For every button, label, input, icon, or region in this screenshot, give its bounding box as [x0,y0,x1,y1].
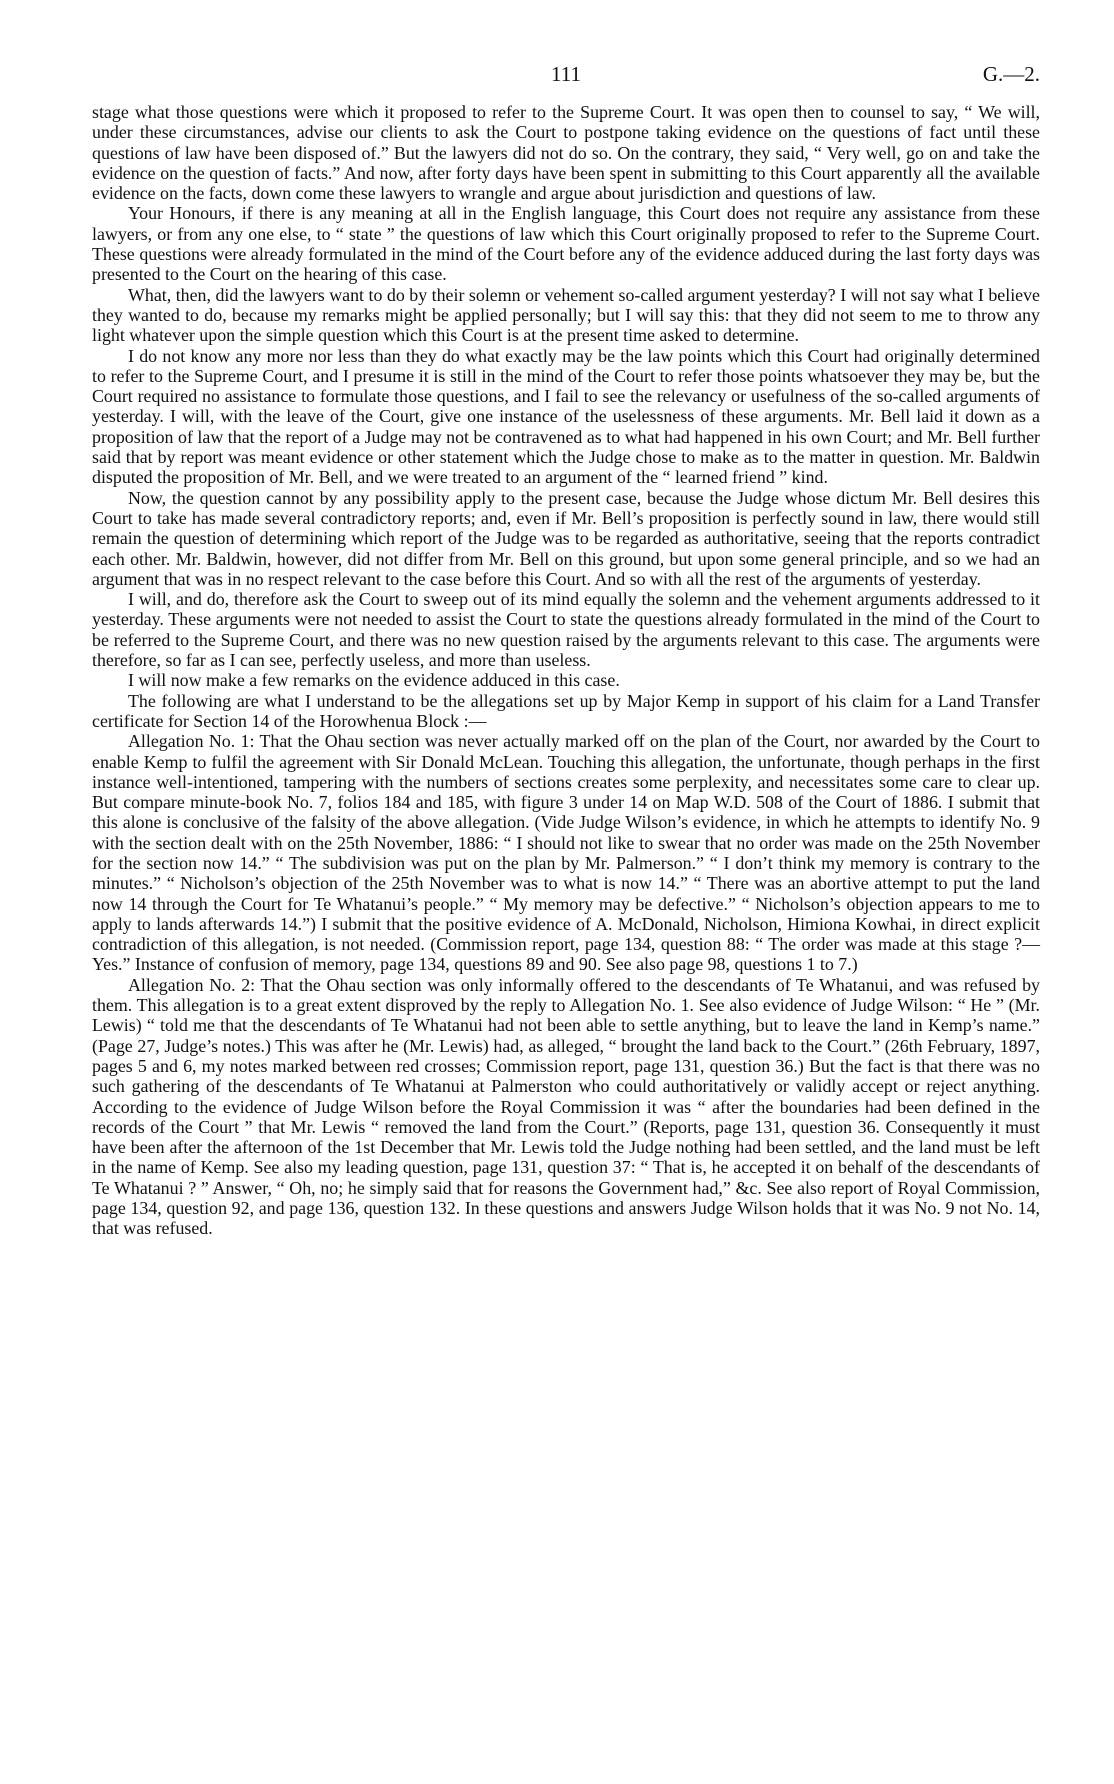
paragraph-allegation-1: Allegation No. 1: That the Ohau section was never actually marked off on the plan of the Court, nor awarded by the Court to enable Kemp to fulfil the agreement with Sir Donald McLean. Touching this allegation, the unfortunate, though perhaps in the first instance well-intentioned, tampering with the numbers of sections creates some perplexity, and necessitates some care to clear up. But compare minute-book No. 7, folios 184 and 185, with figure 3 under 14 on Map W.D. 508 of the Court of 1886. I submit that this alone is conclusive of the falsity of the above allegation. (Vide Judge Wilson’s evidence, in which he attempts to identify No. 9 with the section dealt with on the 25th November, 1886: “ I should not like to swear that no order was made on the 25th November for the section now 14.” “ The subdivision was put on the plan by Mr. Palmerson.” “ I don’t think my memory is contrary to the minutes.” “ Nicholson’s objection of the 25th November was to what is now 14.” “ There was an abortive attempt to put the land now 14 through the Court for Te Whatanui’s people.” “ My memory may be defective.” “ Nicholson’s objection appears to me to apply to lands afterwards 14.”) I submit that the positive evidence of A. McDonald, Nicholson, Himiona Kowhai, in direct explicit contradiction of this allegation, is not needed. (Commission report, page 134, question 88: “ The order was made at this stage ?—Yes.” Instance of confusion of memory, page 134, questions 89 and 90. See also page 98, questions 1 to 7.) [92,731,1040,975]
paragraph: Now, the question cannot by any possibility apply to the present case, because the Judge whose dictum Mr. Bell desires this Court to take has made several contradictory reports; and, even if Mr. Bell’s proposition is perfectly sound in law, there would still remain the question of determining which report of the Judge was to be regarded as authoritative, seeing that the reports contradict each other. Mr. Baldwin, however, did not differ from Mr. Bell on this ground, but upon some general principle, and so we had an argument that was in no respect relevant to the case before this Court. And so with all the rest of the arguments of yesterday. [92,487,1040,589]
paragraph: I do not know any more nor less than they do what exactly may be the law points which this Court had originally determined to refer to the Supreme Court, and I presume it is still in the mind of the Court to refer those points whatsoever they may be, but the Court required no assistance to formulate those questions, and I fail to see the relevancy or usefulness of the so-called arguments of yesterday. I will, with the leave of the Court, give one instance of the uselessness of these arguments. Mr. Bell laid it down as a proposition of law that the report of a Judge may not be contravened as to what had happened in his own Court; and Mr. Bell further said that by report was meant evidence or other statement which the Judge chose to make as to the matter in question. Mr. Baldwin disputed the proposition of Mr. Bell, and we were treated to an argument of the “ learned friend ” kind. [92,345,1040,488]
paragraph: The following are what I understand to be the allegations set up by Major Kemp in support of his claim for a Land Transfer certificate for Section 14 of the Horowhenua Block :— [92,690,1040,731]
paragraph: What, then, did the lawyers want to do by their solemn or vehement so-called argument yesterday? I will not say what I believe they wanted to do, because my remarks might be applied personally; but I will say this: that they did not seem to me to throw any light whatever upon the simple question which this Court is at the present time asked to determine. [92,284,1040,346]
page-header [92,62,1040,102]
paragraph: Your Honours, if there is any meaning at all in the English language, this Court does not require any assistance from these lawyers, or from any one else, to “ state ” the questions of law which this Court originally proposed to refer to the Supreme Court. These questions were already formulated in the mind of the Court before any of the evidence adduced during the last forty days was presented to the Court on the hearing of this case. [92,203,1040,285]
body-text [92,102,1040,1239]
document-reference: G.—2. [982,62,1040,86]
paragraph: I will, and do, therefore ask the Court to sweep out of its mind equally the solemn and the vehement arguments addressed to it yesterday. These arguments were not needed to assist the Court to state the questions already formulated in the mind of the Court to be referred to the Supreme Court, and there was no new question raised by the arguments relevant to this case. The arguments were therefore, so far as I can see, perfectly useless, and more than useless. [92,589,1040,671]
document-page [92,62,1040,1239]
paragraph: stage what those questions were which it proposed to refer to the Supreme Court. It was open then to counsel to say, “ We will, under these circumstances, advise our clients to ask the Court to postpone taking evidence on the questions of fact until these questions of law have been disposed of.” But the lawyers did not do so. On the contrary, they said, “ Very well, go on and take the evidence on the question of facts.” And now, after forty days have been spent in submitting to this Court apparently all the available evidence on the facts, down come these lawyers to wrangle and argue about jurisdiction and questions of law. [92,102,1040,204]
paragraph-allegation-2: Allegation No. 2: That the Ohau section was only informally offered to the descendants of Te Whatanui, and was refused by them. This allegation is to a great extent disproved by the reply to Allegation No. 1. See also evidence of Judge Wilson: “ He ” (Mr. Lewis) “ told me that the descendants of Te Whatanui had not been able to settle anything, but to leave the land in Kemp’s name.” (Page 27, Judge’s notes.) This was after he (Mr. Lewis) had, as alleged, “ brought the land back to the Court.” (26th February, 1897, pages 5 and 6, my notes marked between red crosses; Commission report, page 131, question 36.) But the fact is that there was no such gathering of the descendants of Te Whatanui at Palmerston who could authoritatively or validly accept or reject anything. According to the evidence of Judge Wilson before the Royal Commission it was “ after the boundaries had been defined in the records of the Court ” that Mr. Lewis “ removed the land from the Court.” (Reports, page 131, question 36. Consequently it must have been after the afternoon of the 1st December that Mr. Lewis told the Judge nothing had been settled, and the land must be left in the name of Kemp. See also my leading question, page 131, question 37: “ That is, he accepted it on behalf of the descendants of Te Whatanui ? ” Answer, “ Oh, no; he simply said that for reasons the Government had,” &c. See also report of Royal Commission, page 134, question 92, and page 136, question 132. In these questions and answers Judge Wilson holds that it was No. 9 not No. 14, that was refused. [92,974,1040,1239]
page-number: 111 [551,62,581,86]
paragraph: I will now make a few remarks on the evidence adduced in this case. [128,670,620,691]
